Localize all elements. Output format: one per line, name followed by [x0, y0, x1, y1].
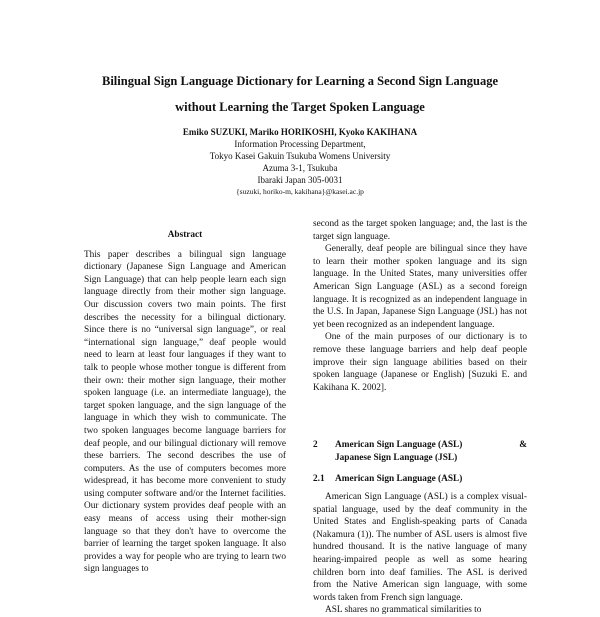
affiliation-line: Ibaraki Japan 305-0031	[257, 175, 343, 185]
abstract-heading: Abstract	[167, 230, 203, 240]
affiliation-line: Azuma 3-1, Tsukuba	[262, 163, 338, 173]
abstract-text: This paper describes a bilingual sign language dictionary (Japanese Sign Language and American Sign Language) that can help people learn each sign language directly from their mother sign language. Our discussion covers two main points. The first describes the necessity for a bilingual dictionary. Since there is no “universal sign language”, or real “international sign language,” deaf people would need to learn at least four languages if they want to talk to people whose mother tongue is different from their own: their mother sign language, their mother spoken language (i.e. an intermediate language), the target spoken language, and the sign language of the language in which they wish to communicate. The two spoken languages become language barriers for deaf people, and our bilingual dictionary will remove these barriers. The second describes the use of computers. As the use of computers becomes more widespread, it has become more convenient to study using computer software and/or the Internet facilities. Our dictionary system provides deaf people with an easy means of access using their mother-sign language so that they don't have to overcome the barrier of learning the target spoken language. It also provides a way for people who are trying to learn two sign languages to	[84, 249, 286, 575]
left-column	[84, 229, 286, 576]
intro-paragraph: One of the main purposes of our dictionary is to remove these language barriers and help deaf people improve their sign language abilities based on their spoken language (Japanese or English) [Suzuki E. and Kakihana K. 2002].	[313, 332, 527, 393]
section-title-part1: American Sign Language (ASL)	[335, 440, 463, 451]
section-title-part2: Japanese Sign Language (JSL)	[335, 452, 458, 463]
section-paragraph: American Sign Language (ASL) is a complex visual-spatial language, used by the deaf community in the United States and English-speaking parts of Canada (Nakamura (1)). The number of ASL users is almost five hundred thousand. It is the native language of many hearing-impaired people as well as some hearing children born into deaf families. The ASL is derived from the Native American sign language, with some words taken from French sign language.	[313, 492, 527, 603]
section-title-amp: &	[519, 440, 527, 451]
right-column	[313, 218, 527, 617]
author-email: {suzuki, horiko-m, kakihana}@kasei.ac.jp	[236, 187, 364, 196]
affiliation-line: Information Processing Department,	[234, 139, 366, 149]
section-2-heading	[313, 439, 527, 464]
section-title	[335, 439, 527, 464]
author-block	[60, 126, 540, 198]
affiliation-line: Tokyo Kasei Gakuin Tsukuba Womens University	[209, 151, 391, 161]
section-paragraph: ASL shares no grammatical similarities to	[325, 605, 482, 616]
subsection-2-1-heading	[313, 473, 527, 486]
intro-paragraph: Generally, deaf people are bilingual since they have to learn their mother spoken language and its sign language. In the United States, many universities offer American Sign Language (ASL) as a second foreign language. It is recognized as an independent language in the U.S. In Japan, Japanese Sign Language (JSL) has not yet been recognized as an independent language.	[313, 244, 527, 330]
paper-title-line2: without Learning the Target Spoken Language	[175, 100, 425, 114]
section-number: 2	[313, 440, 318, 451]
subsection-title: American Sign Language (ASL)	[335, 473, 463, 484]
subsection-number: 2.1	[313, 473, 325, 484]
author-names: Emiko SUZUKI, Mariko HORIKOSHI, Kyoko KAKIHANA	[182, 127, 418, 137]
intro-paragraph: second as the target spoken language; and, the last is the target sign language.	[313, 219, 527, 242]
paper-title-line1: Bilingual Sign Language Dictionary for Learning a Second Sign Language	[101, 74, 499, 88]
